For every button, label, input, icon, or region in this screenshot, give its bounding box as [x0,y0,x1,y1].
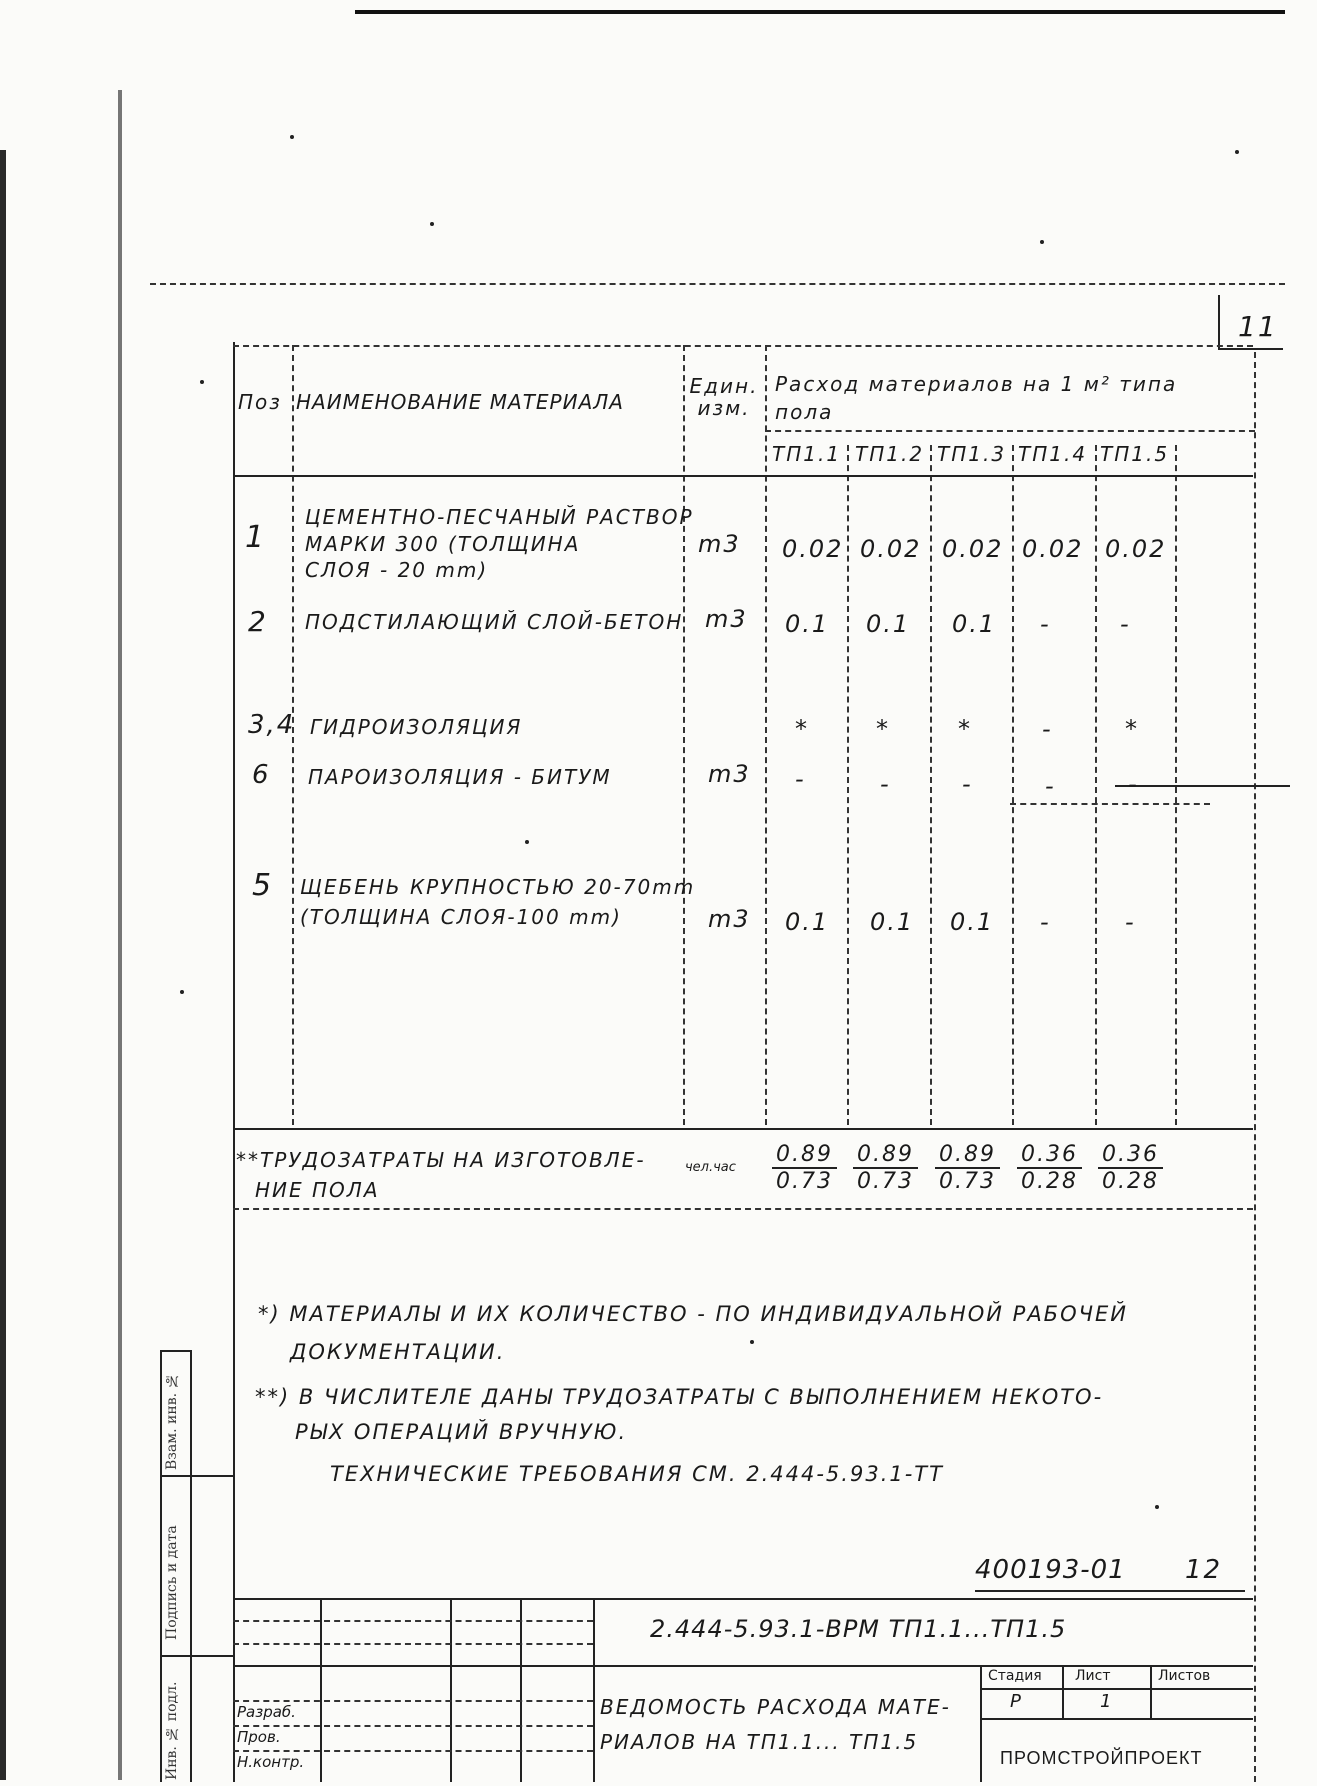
side-stamp-line [160,1475,233,1477]
row-value: * [876,715,890,743]
col-line-name [683,345,685,1125]
scan-speck [200,380,204,384]
note-line: ТЕХНИЧЕСКИЕ ТРЕБОВАНИЯ СМ. 2.444-5.93.1-ТТ [330,1462,944,1486]
header-type-2: ТП1.2 [855,442,925,466]
title-block-vsplit [593,1598,595,1782]
title-block-col-3 [520,1598,522,1782]
labor-fraction [853,1142,918,1194]
row-value: - [1040,908,1051,936]
stray-line-2 [1010,803,1210,805]
sheets-label: Листов [1158,1668,1211,1684]
row-value: 0.1 [870,908,915,936]
title-row-line [233,1700,593,1702]
row-value: - [962,770,973,798]
labor-fraction [1098,1142,1163,1194]
note-line: РЫХ ОПЕРАЦИЙ ВРУЧНУЮ. [295,1420,628,1444]
title-row-line [233,1643,593,1645]
scan-speck [1040,240,1044,244]
row-name-line: СЛОЯ - 20 mm) [305,558,489,582]
sheet-value: 1 [1100,1691,1114,1712]
row-value: - [1120,610,1131,638]
row-value: 0.02 [782,535,844,563]
row-unit: m3 [698,530,741,558]
side-stamp-line [160,1655,233,1657]
frame-right [1254,352,1256,1782]
row-value: - [1045,772,1056,800]
sheet-number-box-bottom [1218,348,1283,350]
header-type-4: ТП1.4 [1018,442,1088,466]
row-value: * [958,715,972,743]
archive-sheet: 12 [1185,1555,1223,1585]
scan-speck [1235,150,1239,154]
row-name-line: ЦЕМЕНТНО-ПЕСЧАНЫЙ РАСТВОР [305,505,694,529]
row-pos: 2 [248,605,268,638]
fraction-denominator: 0.73 [776,1169,833,1194]
stage-label: Стадия [988,1668,1042,1684]
row-value: - [880,770,891,798]
labor-fraction [772,1142,837,1194]
row-value: * [1125,715,1139,743]
row-value: 0.1 [785,610,830,638]
stamp-right-col [1150,1665,1152,1718]
designation: 2.444-5.93.1-ВРМ ТП1.1...ТП1.5 [650,1615,1067,1643]
side-stamp-line [160,1350,190,1352]
col-line-t3 [1012,445,1014,1125]
col-line-t4 [1095,445,1097,1125]
side-stamp-line [160,1350,162,1782]
row-name-line: ЩЕБЕНЬ КРУПНОСТЬЮ 20-70mm [300,875,696,899]
header-type-1: ТП1.1 [772,442,842,466]
title-block-top [233,1598,1253,1600]
frame-top-outer [150,283,1285,285]
title-row-line [233,1725,593,1727]
title-row-line [233,1620,593,1622]
scan-speck [525,840,529,844]
stamp-right-col [1062,1665,1064,1718]
row-value: - [1042,715,1053,743]
row-value: 0.02 [942,535,1004,563]
fraction-denominator: 0.28 [1021,1169,1078,1194]
archive-underline [975,1590,1245,1592]
fraction-numerator: 0.89 [853,1142,918,1169]
row-name-line: ГИДРОИЗОЛЯЦИЯ [310,715,523,739]
role-label: Н.контр. [237,1753,305,1771]
scan-left-edge [0,150,6,1780]
row-value: 0.1 [866,610,911,638]
archive-number: 400193-01 [975,1555,1126,1585]
title-row-line [233,1750,593,1752]
sheet-number: 11 [1238,310,1278,343]
labor-fraction [1017,1142,1082,1194]
body-bottom-line [233,1128,1253,1130]
side-label: Подпись и дата [164,1525,180,1640]
stamp-right-line [980,1688,1253,1690]
role-label: Разраб. [237,1703,296,1721]
row-value: 0.1 [785,908,830,936]
fraction-denominator: 0.73 [939,1169,996,1194]
row-value: 0.1 [950,908,995,936]
header-bottom-line [233,475,1253,477]
scan-binding-edge [118,90,122,1780]
row-value: 0.02 [1022,535,1084,563]
col-line-t2 [930,445,932,1125]
labor-bottom-line [233,1208,1253,1210]
col-line-unit [765,345,767,1125]
header-type-5: ТП1.5 [1100,442,1170,466]
scan-speck [290,135,294,139]
header-name: НАИМЕНОВАНИЕ МАТЕРИАЛА [296,390,624,414]
frame-top [233,345,1253,347]
doc-title-line: РИАЛОВ НА ТП1.1... ТП1.5 [600,1730,919,1754]
labor-unit: чел.час [685,1160,736,1175]
stamp-right-line [980,1718,1253,1720]
sheet-number-box-left [1218,295,1220,350]
row-name-line: ПАРОИЗОЛЯЦИЯ - БИТУМ [308,765,612,789]
side-label: Инв. № подл. [164,1681,180,1780]
note-line: ДОКУМЕНТАЦИИ. [290,1340,506,1364]
title-block-col-1 [320,1598,322,1782]
title-block-mid [233,1665,1253,1667]
col-line-t1 [847,445,849,1125]
row-value: - [1040,610,1051,638]
organization: ПРОМСТРОЙПРОЕКТ [1000,1748,1203,1768]
header-pos: Поз [238,390,282,414]
row-unit: m3 [705,605,748,633]
title-block-col-2 [450,1598,452,1782]
scan-speck [180,990,184,994]
row-unit: m3 [708,905,751,933]
fraction-numerator: 0.36 [1098,1142,1163,1169]
fraction-denominator: 0.73 [857,1169,914,1194]
frame-left [233,342,235,1782]
row-name-line: (ТОЛЩИНА СЛОЯ-100 mm) [300,905,622,929]
doc-title-line: ВЕДОМОСТЬ РАСХОДА МАТЕ- [600,1695,951,1719]
labor-name-line: **ТРУДОЗАТРАТЫ НА ИЗГОТОВЛЕ- [236,1148,646,1172]
row-pos: 6 [252,760,271,790]
row-name-line: ПОДСТИЛАЮЩИЙ СЛОЙ-БЕТОН [305,610,684,634]
header-consumption: Расход материалов на 1 м² типа пола [775,372,1178,424]
sheet-label: Лист [1075,1668,1111,1684]
row-pos: 5 [252,868,274,903]
row-value: * [795,715,809,743]
side-label: Взам. инв. № [164,1372,180,1470]
note-line: *) МАТЕРИАЛЫ И ИХ КОЛИЧЕСТВО - ПО ИНДИВИДУАЛЬНОЙ РАБОЧЕЙ [258,1302,1128,1326]
header-type-3: ТП1.3 [937,442,1007,466]
labor-name-line: НИЕ ПОЛА [255,1178,380,1202]
fraction-numerator: 0.89 [772,1142,837,1169]
row-value: - [795,765,806,793]
role-label: Пров. [237,1728,281,1746]
row-value: - [1128,770,1139,798]
scan-speck [1155,1505,1159,1509]
stage-value: Р [1010,1691,1023,1712]
side-stamp-line [190,1350,192,1782]
row-pos: 1 [245,520,267,555]
fraction-numerator: 0.89 [935,1142,1000,1169]
row-value: 0.02 [1105,535,1167,563]
row-value: - [1125,908,1136,936]
header-split-line [765,430,1255,432]
top-border-line [355,10,1285,14]
stamp-right-split [980,1665,982,1782]
row-name-line: МАРКИ 300 (ТОЛЩИНА [305,532,581,556]
stray-line [1115,785,1290,787]
row-unit: m3 [708,760,751,788]
labor-fraction [935,1142,1000,1194]
scan-speck [750,1340,754,1344]
scan-speck [430,222,434,226]
row-value: 0.1 [952,610,997,638]
row-value: 0.02 [860,535,922,563]
fraction-denominator: 0.28 [1102,1169,1159,1194]
row-pos: 3,4 [248,710,296,740]
fraction-numerator: 0.36 [1017,1142,1082,1169]
note-line: **) В ЧИСЛИТЕЛЕ ДАНЫ ТРУДОЗАТРАТЫ С ВЫПОЛНЕНИЕМ НЕКОТО- [255,1385,1104,1409]
header-unit: Един. изм. [689,374,759,420]
